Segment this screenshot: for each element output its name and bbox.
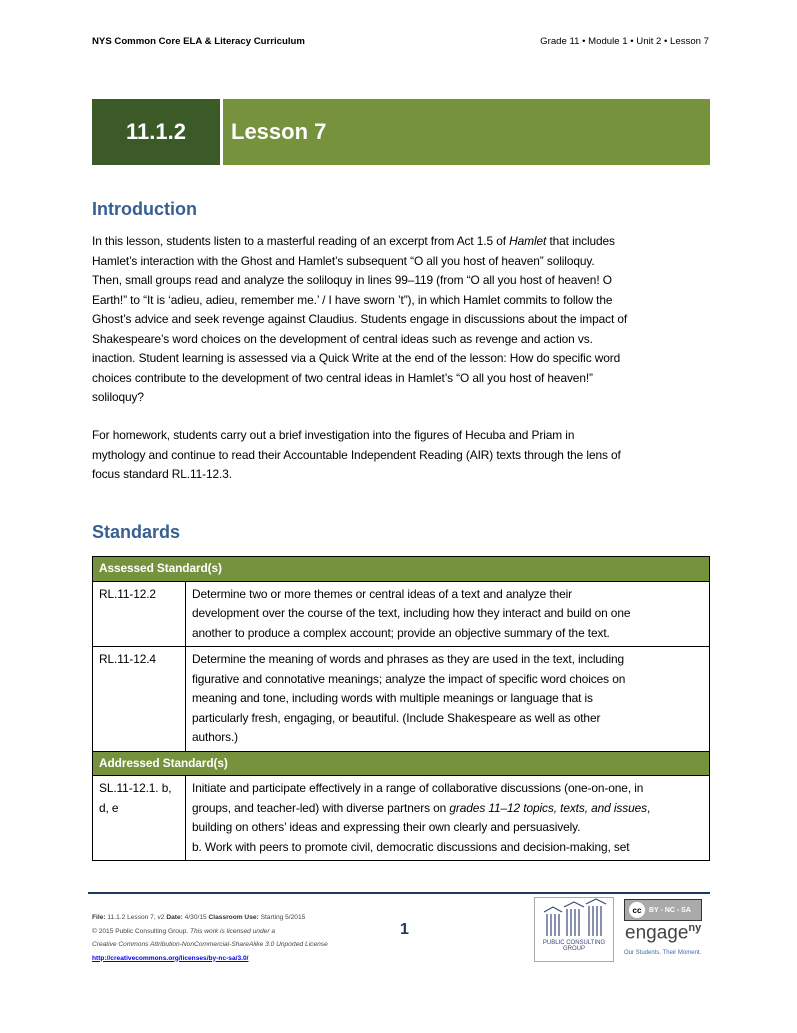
assessed-standards-header: Assessed Standard(s) bbox=[93, 557, 710, 582]
license-link[interactable]: http://creativecommons.org/licenses/by-nc-sa/3.0/ bbox=[92, 954, 249, 962]
addressed-standards-header: Addressed Standard(s) bbox=[93, 751, 710, 776]
text-line: development over the course of the text, including how they interact and build on one bbox=[192, 606, 631, 620]
introduction-heading: Introduction bbox=[92, 199, 197, 219]
text-line: Ghost’s advice and seek revenge against Claudius. Students engage in discussions about the impact of bbox=[92, 312, 628, 326]
footer-info: File: 11.1.2 Lesson 7, v2 Date: 4/30/15 Classroom Use: Starting 5/2015 © 2015 Public Consulting Group. This work is licensed under a Creative Commons Attribution-NonCommercial-ShareAlike 3.0 Unported License http://creativecommons.org/licenses/by-nc-sa/3.0/ bbox=[92, 914, 328, 962]
engageny-tagline: Our Students. Their Moment. bbox=[624, 950, 702, 956]
curriculum-header: NYS Common Core ELA & Literacy Curriculum bbox=[92, 36, 305, 47]
pcg-logo: PUBLIC CONSULTING GROUP bbox=[534, 897, 614, 962]
standards-heading: Standards bbox=[92, 522, 181, 542]
text-line: authors.) bbox=[192, 730, 239, 744]
footer-divider bbox=[88, 892, 710, 894]
lesson-title: Lesson 7 bbox=[223, 99, 710, 165]
text-line: soliloquy? bbox=[92, 390, 144, 404]
text-line: mythology and continue to read their Accountable Independent Reading (AIR) texts through the lens of bbox=[92, 447, 621, 462]
title-band bbox=[92, 99, 710, 165]
text-line: Hamlet’s interaction with the Ghost and Hamlet’s subsequent “O all you host of heaven” soliloquy. bbox=[92, 253, 595, 268]
text-line: particularly fresh, engaging, or beautiful. (Include Shakespeare as well as other bbox=[192, 710, 601, 725]
standard-text bbox=[186, 776, 710, 861]
text-line: inaction. Student learning is assessed via a Quick Write at the end of the lesson: How do specific word bbox=[92, 351, 621, 365]
text-line: b. Work with peers to promote civil, democratic discussions and decision-making, set bbox=[192, 839, 630, 854]
table-row bbox=[93, 647, 710, 752]
standard-code: RL.11-12.2 bbox=[93, 581, 186, 647]
standard-text bbox=[186, 581, 710, 647]
text-line: Earth!” to “It is ‘adieu, adieu, remember me.’ / I have sworn ’t”), in which Hamlet commits to follow the bbox=[92, 292, 613, 307]
text-line: building on others’ ideas and expressing their own clearly and persuasively. bbox=[192, 820, 581, 834]
engageny-logo: engage$^{ny}$ bbox=[625, 922, 702, 944]
text-line: Then, small groups read and analyze the soliloquy in lines 99–119 (from “O all you host of heaven! O bbox=[92, 273, 612, 287]
text-line: meaning and tone, including words with multiple meanings or language that is bbox=[192, 691, 593, 705]
text-line: another to produce a complex account; provide an objective summary of the text. bbox=[192, 625, 610, 640]
intro-paragraph-1 bbox=[92, 232, 712, 408]
page-number: 1 bbox=[400, 921, 409, 938]
lesson-number: 11.1.2 bbox=[92, 99, 220, 165]
table-row bbox=[93, 776, 710, 861]
standard-code: SL.11-12.1. b, d, e bbox=[93, 776, 186, 861]
lesson-breadcrumb: Grade 11 • Module 1 • Unit 2 • Lesson 7 bbox=[540, 36, 709, 47]
text-line: Determine two or more themes or central ideas of a text and analyze their bbox=[192, 586, 572, 601]
intro-paragraph-2 bbox=[92, 426, 712, 485]
standards-table bbox=[92, 556, 710, 861]
cc-icon: cc bbox=[629, 902, 645, 918]
text-line: figurative and connotative meanings; analyze the impact of specific word choices on bbox=[192, 671, 626, 686]
standard-code: RL.11-12.4 bbox=[93, 647, 186, 752]
text-line: groups, and teacher-led) with diverse partners on grades 11–12 topics, texts, and issues, bbox=[192, 800, 651, 815]
cc-license-badge: cc BY - NC - SA bbox=[624, 899, 702, 921]
text-line: Initiate and participate effectively in a range of collaborative discussions (one-on-one, in bbox=[192, 781, 644, 795]
text-line: Determine the meaning of words and phrases as they are used in the text, including bbox=[192, 652, 625, 666]
standard-text bbox=[186, 647, 710, 752]
text-line: In this lesson, students listen to a masterful reading of an excerpt from Act 1.5 of Hamlet that includes bbox=[92, 234, 615, 248]
columns-icon bbox=[539, 898, 609, 938]
text-line: Shakespeare’s word choices on the development of central ideas such as revenge and action vs. bbox=[92, 331, 593, 346]
text-line: For homework, students carry out a brief investigation into the figures of Hecuba and Priam in bbox=[92, 428, 575, 442]
text-line: choices contribute to the development of two central ideas in Hamlet’s “O all you host of heaven!” bbox=[92, 370, 593, 385]
text-line: focus standard RL.11-12.3. bbox=[92, 467, 232, 481]
table-row bbox=[93, 581, 710, 647]
